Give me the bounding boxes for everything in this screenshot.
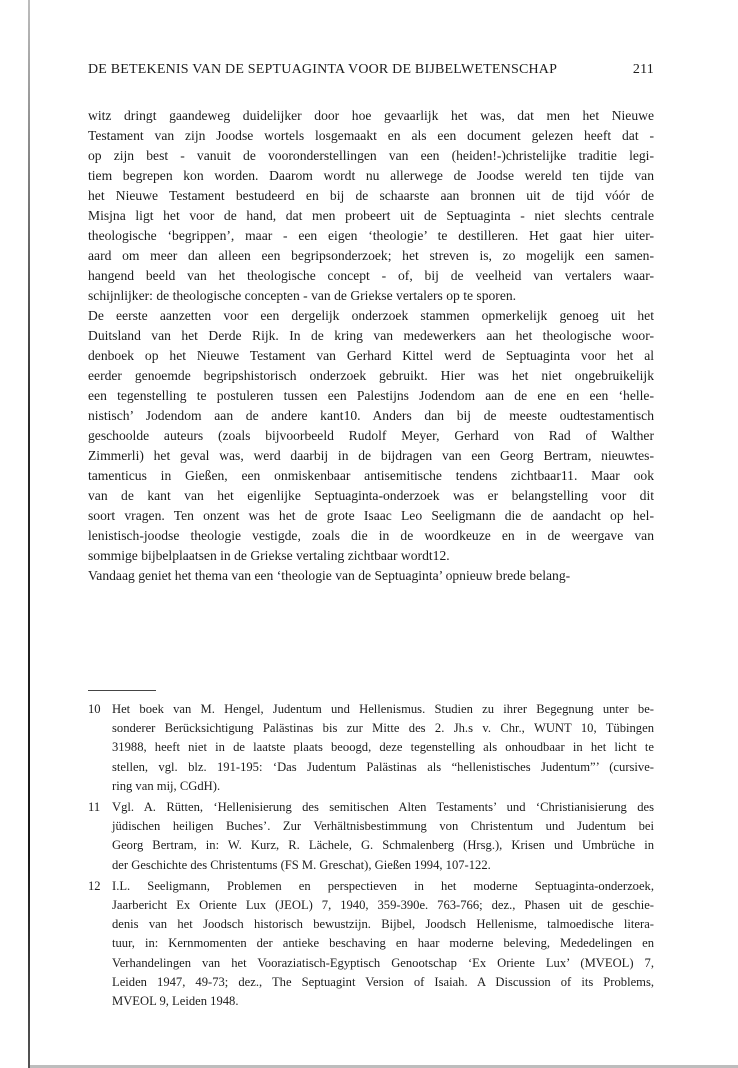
body-line: tiem begrepen kon worden. Daarom wordt nu allerwege de Joodse wereld ten tijde van <box>88 168 654 183</box>
running-header <box>88 62 654 78</box>
footnote-line: Leiden 1947, 49-73; dez., The Septuagint Version of Isaiah. A Discussion of its Problems, <box>112 974 654 989</box>
footnote-line: stellen, vgl. blz. 191-195: ‘Das Judentum Palästinas als “hellenistisches Judentum”’ (cursive- <box>112 759 654 774</box>
footnote-line: tuur, in: Kernmomenten der antieke beschaving en haar moderne beleving, Mededelingen en <box>112 936 654 951</box>
body-line: van de kant van het eigenlijke Septuaginta-onderzoek was er belangstelling voor dit <box>88 488 654 503</box>
body-line: denboek op het Nieuwe Testament van Gerhard Kittel werd de Septuaginta voor het al <box>88 348 654 363</box>
footnote <box>88 877 654 1011</box>
body-line: Vandaag geniet het thema van een ‘theologie van de Septuaginta’ opnieuw brede belang- <box>88 568 571 583</box>
footnote-number: 12 <box>88 878 101 893</box>
footnote-line: 31988, heeft niet in de laatste plaats beoogd, deze tegenstelling als onhoudbaar in het licht te <box>112 740 654 755</box>
footnote-body <box>112 877 654 1011</box>
footnote-number: 11 <box>88 800 101 815</box>
footnote-body <box>112 700 654 796</box>
footnote-line: Het boek van M. Hengel, Judentum und Hellenismus. Studien zu ihrer Begegnung unter be- <box>112 702 654 716</box>
body-line: tamenticus in Gießen, een onmiskenbaar antisemitische tendens zichtbaar11. Maar ook <box>88 468 654 483</box>
scan-page-edge <box>28 0 30 1068</box>
footnote-body <box>112 798 654 875</box>
body-line: schijnlijker: de theologische concepten - van de Griekse vertalers op te sporen. <box>88 288 517 303</box>
body-line: aard om meer dan alleen een begripsonderzoek; het streven is, zo mogelijk een samen- <box>88 248 654 263</box>
body-line: De eerste aanzetten voor een dergelijk onderzoek stammen opmerkelijk genoeg uit het <box>88 308 654 323</box>
body-line: het Nieuwe Testament bestudeerd en bij de schaarste aan bronnen uit de tijd vóór de <box>88 188 654 203</box>
footnote-line: Vgl. A. Rütten, ‘Hellenisierung des semitischen Alten Testaments’ und ‘Christianisierung des <box>112 800 654 815</box>
footnote-line: der Geschichte des Christentums (FS M. Greschat), Gießen 1994, 107-122. <box>112 857 491 872</box>
footnote-line: Georg Bertram, in: W. Kurz, R. Lächele, G. Schmalenberg (Hrsg.), Krisen und Umbrüche in <box>112 838 654 853</box>
main-text <box>88 106 654 586</box>
footnote-line: MVEOL 9, Leiden 1948. <box>112 994 239 1009</box>
body-line: Duitsland van het Derde Rijk. In de kring van medewerkers aan het theologische woor- <box>88 328 654 343</box>
body-line: nistisch’ Jodendom aan de andere kant10. Anders dan bij de meeste oudtestamentisch <box>88 408 654 423</box>
body-line: lenistisch-joodse theologie vestigde, zoals die in de woordkeuze en in de weergave van <box>88 528 654 543</box>
body-line: Misjna ligt het voor de hand, dat men probeert uit de Septuaginta - niet slechts centrale <box>88 208 654 223</box>
body-line: soort vragen. Ten onzent was het de grote Isaac Leo Seeligmann die de aandacht op hel- <box>88 508 654 523</box>
body-line: theologische ‘begrippen’, maar - een eigen ‘theologie’ te destilleren. Het gaat hier uiter- <box>88 228 654 243</box>
footnote-number: 10 <box>88 702 101 716</box>
footnote-line: Jaarbericht Ex Oriente Lux (JEOL) 7, 1940, 359-390e. 763-766; dez., Phasen uit de geschie- <box>112 898 654 913</box>
body-line: Zimmerli) het geval was, werd daarbij in de bijdragen van een Georg Bertram, nieuwtes- <box>88 448 654 463</box>
body-line: Testament van zijn Joodse wortels losgemaakt en als een document gelezen heeft dat - <box>88 128 654 143</box>
body-line: op zijn best - vanuit de vooronderstellingen van een (heiden!-)christelijke traditie legi- <box>88 148 654 163</box>
body-line: sommige bijbelplaatsen in de Griekse vertaling zichtbaar wordt12. <box>88 548 450 563</box>
footnote <box>88 700 654 796</box>
footnote-line: jüdischen heiligen Buches’. Zur Verhältnisbestimmung von Christentum und Judentum bei <box>112 819 654 834</box>
running-title: DE BETEKENIS VAN DE SEPTUAGINTA VOOR DE BIJBELWETENSCHAP <box>88 62 558 77</box>
page-number: 211 <box>632 62 654 77</box>
body-line: een tegenstelling te postuleren tussen een Palestijns Jodendom aan de ene en een ‘helle- <box>88 388 654 403</box>
body-line: hangend beeld van het theologische concept - of, bij de veelheid van vertalers waar- <box>88 268 654 283</box>
footnote-line: Verhandelingen van het Vooraziatisch-Egyptisch Genootschap ‘Ex Oriente Lux’ (MVEOL) 7, <box>112 955 654 970</box>
footnotes <box>88 700 654 1013</box>
footnote-separator <box>88 690 156 691</box>
body-line: eerder genoemde begripshistorisch onderzoek gebruikt. Hier was het niet ongebruikelijk <box>88 368 654 383</box>
footnote-line: denis van het Joodsch historisch bewustzijn. Bijbel, Joodsch Hellenisme, talmoedische litera- <box>112 917 654 932</box>
footnote-line: ring van mij, CGdH). <box>112 778 221 793</box>
footnote <box>88 798 654 875</box>
body-line: geschoolde auteurs (zoals bijvoorbeeld Rudolf Meyer, Gerhard von Rad of Walther <box>88 428 654 443</box>
footnote-line: sonderer Berücksichtigung Palästinas bis zur Mitte des 2. Jh.s v. Chr., WUNT 10, Tübingen <box>112 721 654 736</box>
footnote-line: I.L. Seeligmann, Problemen en perspectieven in het moderne Septuaginta-onderzoek, <box>112 878 654 893</box>
body-line: witz dringt gaandeweg duidelijker door hoe gevaarlijk het was, dat men het Nieuwe <box>88 108 654 123</box>
